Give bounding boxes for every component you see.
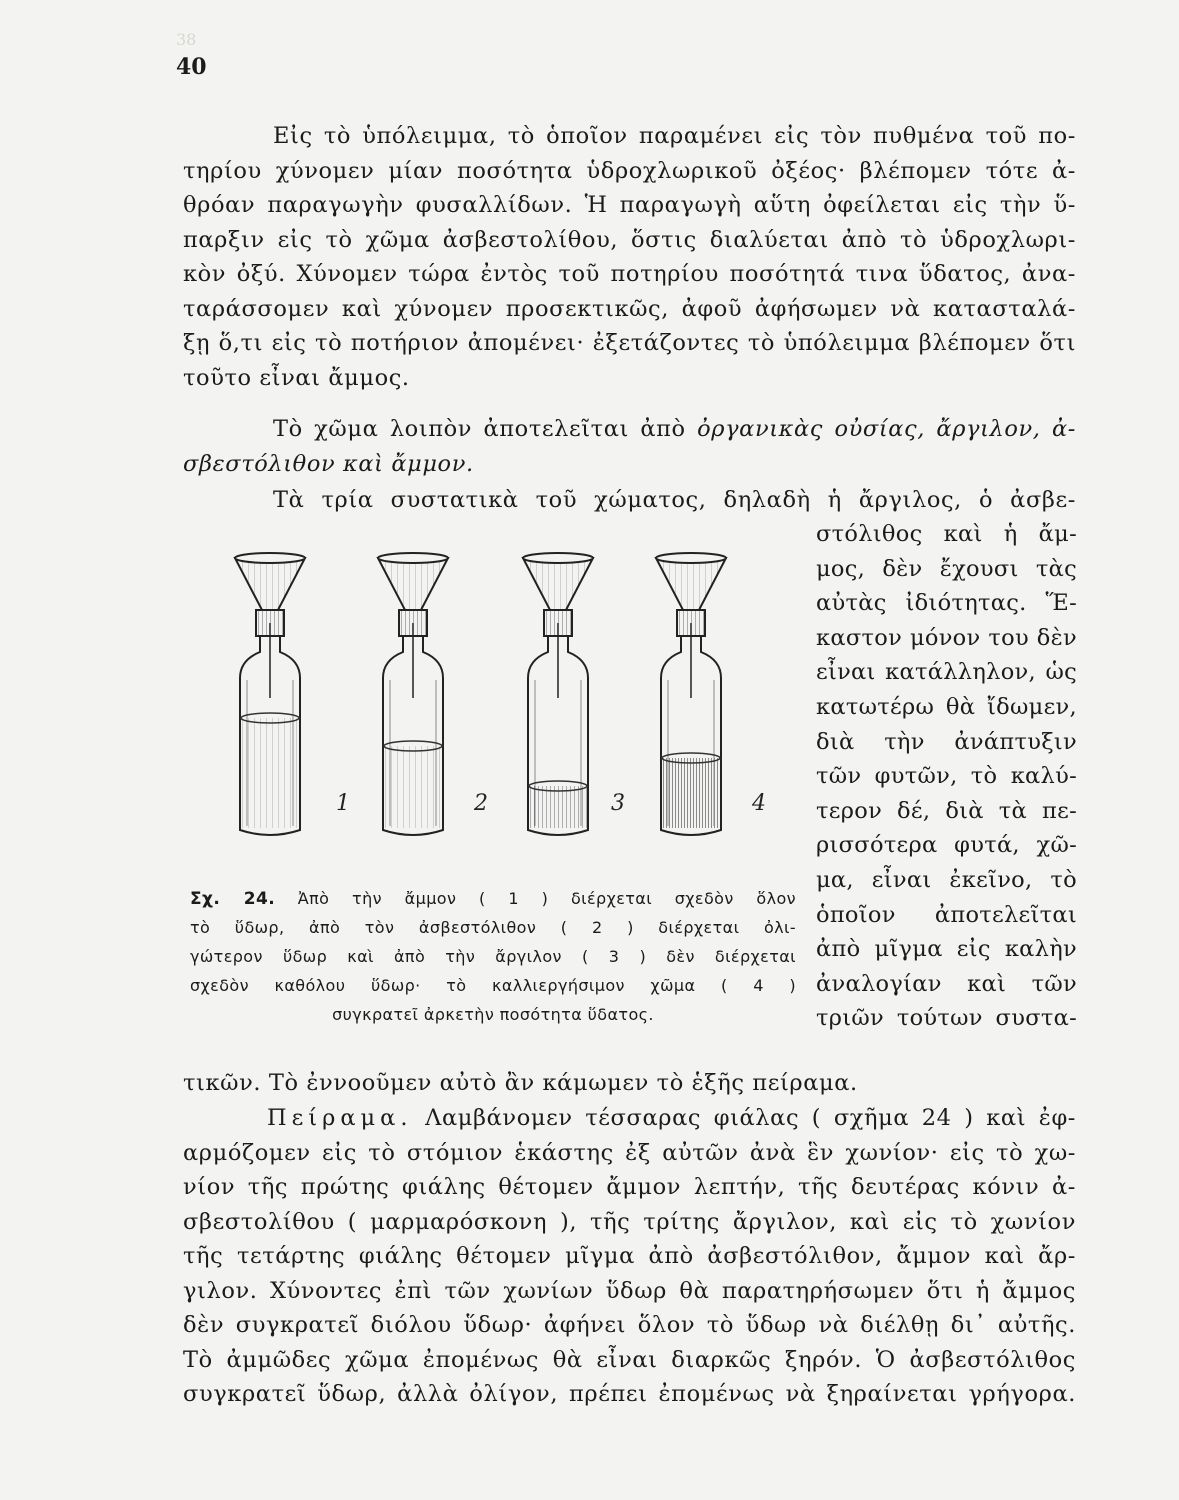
text-line: σβεστόλιθον καὶ ἄμμον. — [183, 450, 474, 477]
text-line: εἶναι κατάλληλον, ὡς — [816, 659, 1077, 686]
text-line: κατωτέρω θὰ ἴδωμεν, — [816, 693, 1077, 720]
text-line: Τὰ τρία συστατικὰ τοῦ χώματος, δηλαδὴ ἡ ἄργιλος, ὁ ἀσβε- — [273, 487, 1076, 513]
caption-line: τὸ ὕδωρ, ἀπὸ τὸν ἀσβεστόλιθον ( 2 ) διέρχεται ὀλι- — [190, 918, 796, 937]
paragraph-soil-composition — [183, 412, 1076, 481]
text-line: γιλον. Χύνοντες ἐπὶ τῶν χωνίων ὕδωρ θὰ παρατηρήσωμεν ὅτι ἡ ἄμμος — [183, 1277, 1076, 1304]
text-line: τοῦτο εἶναι ἄμμος. — [183, 364, 410, 391]
text-line: στόλιθος καὶ ἡ ἄμ- — [816, 521, 1077, 547]
text-line: νίον τῆς πρώτης φιάλης θέτομεν ἄμμον λεπτήν, τῆς δευτέρας κόνιν ἀ- — [183, 1174, 1076, 1200]
text-line: τερον δέ, διὰ τὰ πε- — [816, 797, 1077, 824]
text-line: τικῶν. Τὸ ἐννοοῦμεν αὐτὸ ἂν κάμωμεν τὸ ἑξῆς πείραμα. — [183, 1070, 858, 1096]
text-line: καστον μόνον του δὲν — [816, 624, 1077, 651]
right-column-text — [816, 517, 1077, 1036]
caption-label: Σχ. 24. — [190, 889, 276, 909]
experiment-heading: Πείραμα. — [267, 1105, 413, 1131]
text-line: ταράσσομεν καὶ χύνομεν προσεκτικῶς, ἀφοῦ ἀφήσωμεν νὰ κατασταλά- — [183, 295, 1076, 322]
text-line: παρξιν εἰς τὸ χῶμα ἀσβεστολίθου, ὅστις διαλύεται ἀπὸ τὸ ὑδροχλωρι- — [183, 226, 1076, 253]
caption-line: σχεδὸν καθόλου ὕδωρ· τὸ καλλιεργήσιμον χῶμα ( 4 ) — [190, 976, 796, 995]
text-line: ρισσότερα φυτά, χῶ- — [816, 832, 1077, 859]
ghost-page-number: 38 — [176, 30, 197, 49]
text-line: συγκρατεῖ ὕδωρ, ἀλλὰ ὀλίγον, πρέπει ἐπομένως νὰ ξηραίνεται γρήγορα. — [183, 1381, 1076, 1407]
text-line: ἀπὸ μῖγμα εἰς καλὴν — [816, 936, 1077, 963]
figure-label-1: 1 — [336, 791, 350, 816]
bottle-2 — [378, 553, 448, 835]
paragraph-continuation — [183, 1066, 1076, 1101]
text-line: τῆς τετάρτης φιάλης θέτομεν μῖγμα ἀπὸ ἀσβεστόλιθον, ἄμμον καὶ ἄρ- — [183, 1243, 1076, 1269]
text-line: μα, εἶναι ἐκεῖνο, τὸ — [816, 866, 1077, 893]
text-line: αὐτὰς ἰδιότητας. Ἕ- — [816, 590, 1077, 617]
text-line: κὸν ὀξύ. Χύνομεν τώρα ἐντὸς τοῦ ποτηρίου ποσότητά τινα ὕδατος, ἀνα- — [183, 261, 1076, 287]
figure-bottles — [228, 548, 788, 848]
paragraph-residue-test — [183, 119, 1076, 395]
text-line: τριῶν τούτων συστα- — [816, 1005, 1077, 1032]
bottle-1 — [235, 553, 305, 835]
text-line: τηρίου χύνομεν μίαν ποσότητα ὑδροχλωρικοῦ ὀξέος· βλέπομεν τότε ἀ- — [183, 157, 1076, 184]
page-number: 40 — [176, 54, 207, 80]
text-line: ἀναλογίαν καὶ τῶν — [816, 970, 1077, 997]
caption-text: Ἀπὸ τὴν ἄμμον ( 1 ) διέρχεται σχεδὸν ὅλον — [297, 889, 796, 908]
text-line: θρόαν παραγωγὴν φυσαλλίδων. Ἡ παραγωγὴ αὕτη ὀφείλεται εἰς τὴν ὕ- — [183, 192, 1076, 218]
figure-caption — [190, 884, 796, 1029]
caption-line: γώτερον ὕδωρ καὶ ἀπὸ τὴν ἄργιλον ( 3 ) δὲν διέρχεται — [190, 947, 796, 966]
text-line: ὁποῖον ἀποτελεῖται — [816, 901, 1077, 928]
text-line: διὰ τὴν ἀνάπτυξιν — [816, 728, 1077, 755]
text-line: αρμόζομεν εἰς τὸ στόμιον ἑκάστης ἐξ αὐτῶν ἀνὰ ἓν χωνίον· εἰς τὸ χω- — [183, 1139, 1076, 1166]
text-line — [183, 1101, 1076, 1136]
figure-label-3: 3 — [611, 791, 625, 816]
figure-label-4: 4 — [752, 791, 766, 816]
caption-line — [190, 884, 796, 913]
text-italic: ὀργανικὰς οὐσίας, ἄργιλον, ἀ- — [697, 416, 1076, 442]
caption-line: συγκρατεῖ ἀρκετὴν ποσότητα ὕδατος. — [332, 1005, 654, 1024]
text-line: δὲν συγκρατεῖ διόλου ὕδωρ· ἀφήνει ὅλον τὸ ὕδωρ νὰ διέλθῃ δι᾽ αὐτῆς. — [183, 1312, 1076, 1338]
text-plain: Λαμβάνομεν τέσσαρας φιάλας ( σχῆμα 24 ) καὶ ἐφ- — [425, 1105, 1076, 1131]
paragraph-experiment — [183, 1101, 1076, 1412]
figure-label-2: 2 — [474, 791, 488, 816]
text-line: μος, δὲν ἔχουσι τὰς — [816, 555, 1077, 582]
text-line: Τὸ ἀμμῶδες χῶμα ἐπομένως θὰ εἶναι διαρκῶς ξηρόν. Ὁ ἀσβεστόλιθος — [183, 1346, 1076, 1373]
bottle-3 — [523, 553, 593, 835]
text-line: σβεστολίθου ( μαρμαρόσκονη ), τῆς τρίτης ἄργιλον, καὶ εἰς τὸ χωνίον — [183, 1208, 1076, 1235]
text-line: τῶν φυτῶν, τὸ καλύ- — [816, 763, 1077, 790]
text-line: Εἰς τὸ ὑπόλειμμα, τὸ ὁποῖον παραμένει εἰς τὸν πυθμένα τοῦ πο- — [273, 123, 1076, 149]
text-line: ξῃ ὅ,τι εἰς τὸ ποτήριον ἀπομένει· ἐξετάζοντες τὸ ὑπόλειμμα βλέπομεν ὅτι — [183, 330, 1076, 356]
text-line — [183, 412, 1076, 447]
bottle-4 — [656, 553, 726, 835]
text-plain: Τὸ χῶμα λοιπὸν ἀποτελεῖται ἀπὸ — [273, 416, 686, 442]
paragraph-three-components — [183, 483, 1076, 518]
